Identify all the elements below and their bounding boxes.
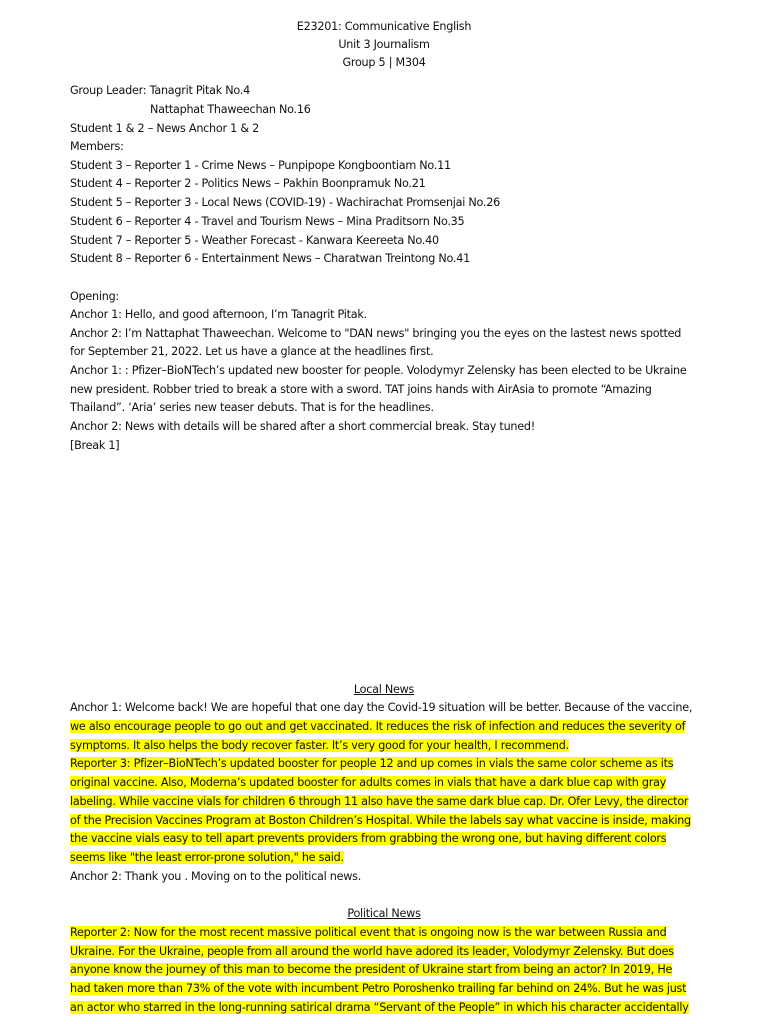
highlighted-line: original vaccine. Also, Moderna’s updated booster for adults comes in vials that have a dark blue cap with gray (70, 776, 667, 789)
highlighted-line: the vaccine vials easy to tell apart prevents providers from grabbing the wrong one, but having different colors (70, 832, 667, 845)
political-news-heading-wrap (0, 905, 768, 923)
script-line: new president. Robber tried to break a store with a sword. TAT joins hands with AirAsia to promote “Amazing (70, 383, 652, 396)
script-line: Anchor 2: I’m Nattaphat Thaweechan. Welcome to "DAN news" bringing you the eyes on the lastest news spotted (70, 327, 682, 340)
script-line: Anchor 1: Hello, and good afternoon, I’m Tanagrit Pitak. (70, 308, 367, 321)
member-line: Student 6 – Reporter 4 - Travel and Tourism News – Mina Praditsorn No.35 (70, 215, 465, 228)
highlighted-line: Ukraine. For the Ukraine, people from all around the world have adored its leader, Volodymyr Zelensky. But does (70, 945, 674, 958)
anchor-roles-line: Student 1 & 2 – News Anchor 1 & 2 (70, 122, 259, 135)
highlighted-line: we also encourage people to go out and get vaccinated. It reduces the risk of infection and reduces the severity of (70, 720, 686, 733)
highlighted-line: labeling. While vaccine vials for children 6 through 11 also have the same dark blue cap. Dr. Ofer Levy, the director (70, 795, 689, 808)
member-line: Student 7 – Reporter 5 - Weather Forecast - Kanwara Keereeta No.40 (70, 234, 439, 247)
group-title: Group 5 | M304 (342, 56, 426, 69)
opening-label: Opening: (70, 290, 119, 303)
script-line: Anchor 1: Welcome back! We are hopeful that one day the Covid-19 situation will be better. Because of the vaccine, (70, 701, 693, 714)
highlighted-line: an actor who starred in the long-running satirical drama “Servant of the People” in which his character accidentally (70, 1001, 689, 1014)
script-line: Anchor 2: Thank you . Moving on to the political news. (70, 870, 362, 883)
member-line: Student 4 – Reporter 2 - Politics News – Pakhin Boonpramuk No.21 (70, 177, 426, 190)
script-line: Thailand”. ‘Aria’ series new teaser debuts. That is for the headlines. (70, 401, 434, 414)
unit-title: Unit 3 Journalism (338, 38, 430, 51)
member-line: Student 8 – Reporter 6 - Entertainment News – Charatwan Treintong No.41 (70, 252, 470, 265)
members-label: Members: (70, 140, 124, 153)
local-news-heading: Local News (353, 683, 415, 696)
group-leader-second-line: Nattaphat Thaweechan No.16 (150, 103, 311, 116)
highlighted-line: had taken more than 73% of the vote with incumbent Petro Poroshenko trailing far behind on 24%. But he was just (70, 982, 687, 995)
highlighted-line: Reporter 2: Now for the most recent massive political event that is ongoing now is the war between Russia and (70, 926, 667, 939)
highlighted-line: of the Precision Vaccines Program at Boston Children’s Hospital. While the labels say what vaccine is inside, making (70, 814, 691, 827)
highlighted-line: symptoms. It also helps the body recover faster. It’s very good for your health, I recommend. (70, 739, 569, 752)
member-line: Student 5 – Reporter 3 - Local News (COVID-19) - Wachirachat Promsenjai No.26 (70, 196, 500, 209)
course-title: E23201: Communicative English (296, 20, 472, 33)
member-line: Student 3 – Reporter 1 - Crime News – Punpipope Kongboontiam No.11 (70, 159, 451, 172)
script-line: Anchor 2: News with details will be shared after a short commercial break. Stay tuned! (70, 420, 535, 433)
script-line: for September 21, 2022. Let us have a glance at the headlines first. (70, 345, 434, 358)
highlighted-line: Reporter 3: Pfizer–BioNTech’s updated booster for people 12 and up comes in vials the same color scheme as its (70, 757, 674, 770)
break-marker: [Break 1] (70, 439, 120, 452)
highlighted-line: seems like "the least error-prone solution," he said. (70, 851, 344, 864)
highlighted-line: anyone know the journey of this man to become the president of Ukraine start from being an actor? In 2019, He (70, 963, 673, 976)
local-news-heading-wrap (0, 681, 768, 699)
script-line: Anchor 1: : Pfizer–BioNTech’s updated new booster for people. Volodymyr Zelensky has been elected to be Ukraine (70, 364, 687, 377)
political-news-heading: Political News (347, 907, 421, 920)
group-leader-line: Group Leader: Tanagrit Pitak No.4 (70, 84, 250, 97)
